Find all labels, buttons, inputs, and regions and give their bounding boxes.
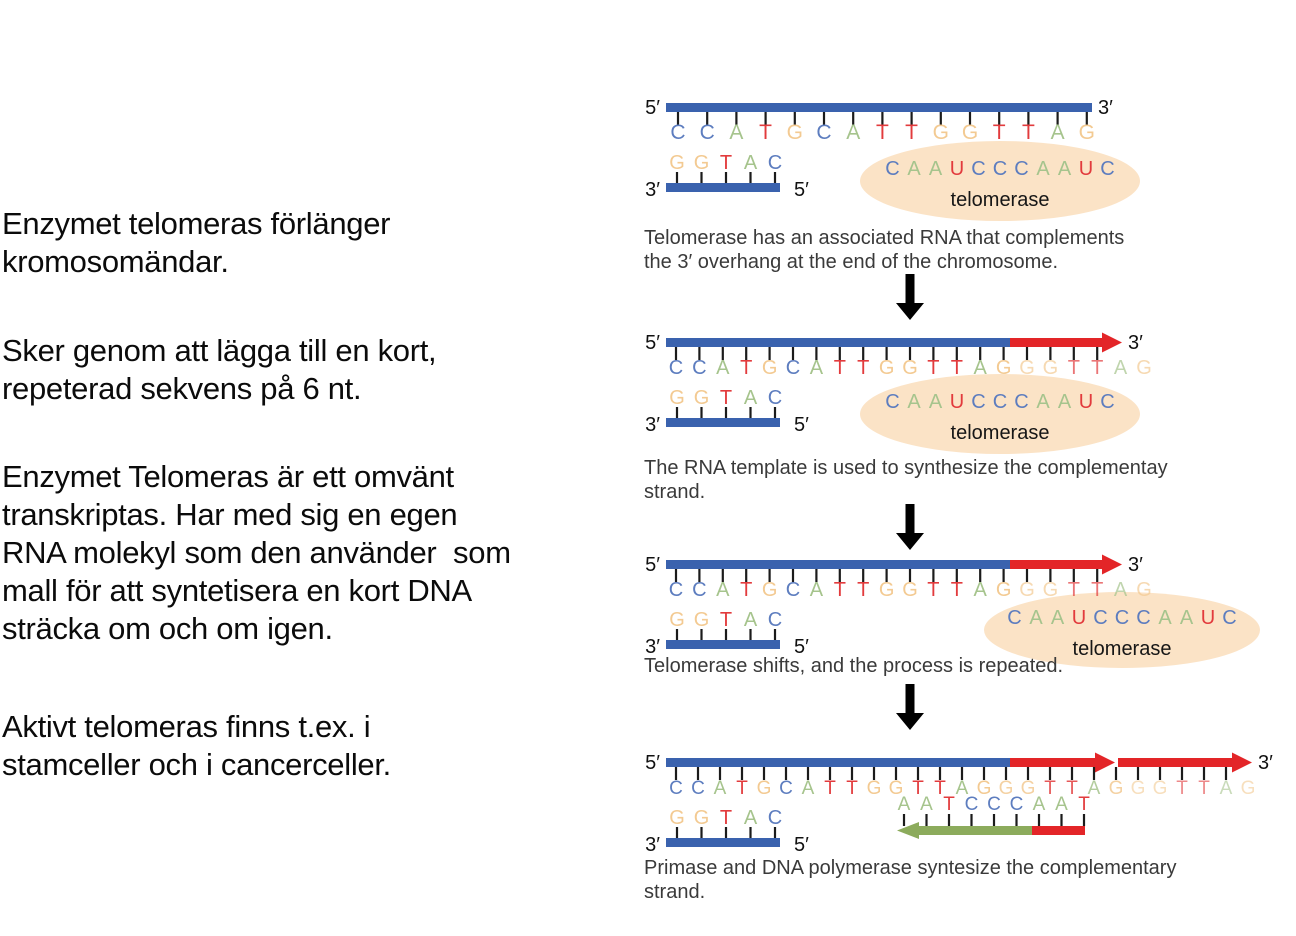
- telomerase-label: telomerase: [950, 189, 1050, 211]
- dna-base-letter: A: [743, 387, 758, 409]
- dna-base-letter: G: [961, 121, 979, 144]
- dna-base-letter: G: [1042, 357, 1059, 379]
- five-prime-label: 5′: [645, 97, 660, 119]
- telomerase-label: telomerase: [950, 422, 1050, 444]
- dna-base-letter: A: [713, 778, 727, 799]
- dna-base-letter: C: [767, 609, 783, 631]
- dna-base-letter: T: [1198, 778, 1210, 799]
- dna-base-letter: T: [1091, 357, 1104, 379]
- new-strand-red-arrow: [1010, 758, 1095, 767]
- five-prime-label: 5′: [645, 752, 660, 774]
- dna-base-letter: G: [878, 579, 895, 601]
- rna-base-letter: A: [1158, 607, 1172, 629]
- dna-base-letter: T: [1078, 794, 1090, 815]
- rna-base-letter: A: [1036, 158, 1050, 180]
- five-prime-label: 5′: [645, 554, 660, 576]
- dna-base-letter: G: [693, 152, 710, 174]
- text-line: sträcka om och om igen.: [2, 611, 333, 646]
- dna-base-letter: G: [693, 387, 710, 409]
- rna-base-letter: U: [1078, 158, 1094, 180]
- dna-base-letter: C: [670, 121, 686, 144]
- dna-base-letter: T: [927, 357, 940, 379]
- text-line: stamceller och i cancerceller.: [2, 747, 391, 782]
- text-line: Enzymet telomeras förlänger: [2, 206, 391, 241]
- three-prime-label: 3′: [645, 834, 660, 856]
- dna-base-letter: G: [786, 121, 803, 144]
- rna-base-letter: C: [1100, 158, 1115, 180]
- dna-base-letter: G: [932, 121, 949, 144]
- dna-base-letter: A: [801, 778, 815, 799]
- dna-base-letter: A: [1055, 794, 1068, 815]
- step-caption: The RNA template is used to synthesize the complementay: [644, 457, 1168, 479]
- dna-base-letter: G: [995, 579, 1012, 601]
- dna-base-letter: G: [1019, 357, 1035, 379]
- rna-base-letter: C: [885, 158, 900, 180]
- step-caption: strand.: [644, 881, 706, 903]
- dna-base-letter: G: [1078, 121, 1095, 144]
- rna-base-letter: C: [1007, 607, 1022, 629]
- dna-base-letter: C: [692, 579, 707, 601]
- five-prime-label: 5′: [645, 332, 660, 354]
- dna-base-letter: G: [1019, 579, 1035, 601]
- dna-base-letter: C: [779, 778, 793, 799]
- dna-base-letter: T: [1067, 579, 1080, 601]
- dna-base-letter: C: [692, 357, 707, 379]
- dna-base-letter: T: [1067, 357, 1080, 379]
- dna-base-letter: A: [955, 778, 969, 799]
- dna-base-letter: A: [1087, 778, 1101, 799]
- dna-base-letter: T: [857, 579, 870, 601]
- rna-base-letter: C: [1222, 607, 1237, 629]
- dna-base-letter: A: [1032, 794, 1046, 815]
- rna-base-letter: A: [928, 391, 943, 413]
- five-prime-label: 5′: [794, 414, 809, 436]
- rna-base-letter: A: [928, 158, 943, 180]
- rna-base-letter: C: [1114, 607, 1130, 629]
- dna-base-letter: T: [736, 778, 748, 799]
- three-prime-label: 3′: [1258, 752, 1273, 774]
- dna-base-letter: T: [759, 121, 773, 144]
- new-strand-red-arrow: [1010, 338, 1102, 347]
- red-arrowhead-icon: [1102, 555, 1122, 575]
- dna-base-letter: A: [973, 579, 987, 601]
- dna-base-letter: T: [740, 357, 753, 379]
- down-arrow-icon: [896, 684, 924, 730]
- rna-base-letter: C: [885, 391, 900, 413]
- three-prime-label: 3′: [645, 179, 660, 201]
- text-line: kromosomändar.: [2, 244, 229, 279]
- dna-base-letter: G: [995, 357, 1012, 379]
- dna-base-letter: T: [719, 387, 733, 409]
- dna-base-letter: T: [992, 121, 1006, 144]
- dna-base-letter: G: [693, 807, 710, 829]
- dna-base-letter: T: [1091, 579, 1104, 601]
- parent-strand-bar: [666, 560, 1010, 569]
- rna-base-letter: A: [1179, 607, 1194, 629]
- dna-base-letter: C: [785, 579, 801, 601]
- complementary-strand-bar: [666, 838, 780, 847]
- text-line: Enzymet Telomeras är ett omvänt: [2, 459, 454, 494]
- dna-base-letter: G: [1042, 579, 1059, 601]
- dna-base-letter: A: [1219, 778, 1233, 799]
- dna-base-letter: G: [761, 357, 778, 379]
- dna-base-letter: A: [716, 579, 730, 601]
- dna-base-letter: T: [1176, 778, 1188, 799]
- rna-base-letter: U: [1071, 607, 1087, 629]
- dna-base-letter: C: [987, 794, 1001, 815]
- three-prime-label: 3′: [645, 636, 660, 658]
- five-prime-label: 5′: [794, 636, 809, 658]
- rna-base-letter: C: [1100, 391, 1115, 413]
- dna-base-letter: T: [719, 807, 733, 829]
- step-caption: strand.: [644, 481, 706, 503]
- dna-base-letter: G: [866, 778, 882, 799]
- rna-base-letter: C: [971, 158, 986, 180]
- dna-base-letter: C: [767, 807, 783, 829]
- new-strand-red-arrow: [1118, 758, 1232, 767]
- dna-base-letter: T: [1044, 778, 1056, 799]
- green-arrowhead-icon: [897, 822, 919, 839]
- dna-base-letter: T: [833, 579, 846, 601]
- telomerase-label: telomerase: [1072, 638, 1172, 660]
- dna-base-letter: A: [846, 121, 861, 144]
- dna-base-letter: T: [824, 778, 836, 799]
- dna-base-letter: C: [668, 579, 684, 601]
- rna-base-letter: A: [1050, 607, 1065, 629]
- dna-base-letter: C: [668, 357, 684, 379]
- rna-base-letter: A: [1036, 391, 1050, 413]
- rna-base-letter: C: [971, 391, 986, 413]
- dna-base-letter: A: [729, 121, 744, 144]
- dna-base-letter: G: [878, 357, 895, 379]
- rna-base-letter: A: [1029, 607, 1043, 629]
- dna-base-letter: T: [927, 579, 940, 601]
- dna-base-letter: C: [816, 121, 832, 144]
- rna-base-letter: C: [992, 391, 1008, 413]
- text-line: RNA molekyl som den använder som: [2, 535, 511, 570]
- step-caption: Telomerase shifts, and the process is repeated.: [644, 655, 1064, 677]
- dna-base-letter: G: [888, 778, 904, 799]
- complementary-strand-bar: [666, 640, 780, 649]
- dna-base-letter: T: [912, 778, 924, 799]
- dna-base-letter: C: [767, 152, 783, 174]
- dna-base-letter: G: [902, 357, 918, 379]
- dna-base-letter: G: [693, 609, 710, 631]
- dna-base-letter: G: [669, 387, 685, 409]
- complementary-strand-bar: [666, 183, 780, 192]
- rna-base-letter: A: [907, 158, 921, 180]
- dna-base-letter: T: [846, 778, 858, 799]
- text-line: Aktivt telomeras finns t.ex. i: [2, 709, 371, 744]
- three-prime-label: 3′: [1098, 97, 1113, 119]
- red-arrowhead-icon: [1095, 753, 1115, 773]
- dna-base-letter: T: [740, 579, 753, 601]
- dna-base-letter: G: [756, 778, 772, 799]
- step-caption: Primase and DNA polymerase syntesize the complementary: [644, 857, 1177, 879]
- dna-base-letter: G: [1020, 778, 1036, 799]
- down-arrow-icon: [896, 274, 924, 320]
- dna-base-letter: T: [943, 794, 955, 815]
- three-prime-label: 3′: [645, 414, 660, 436]
- rna-base-letter: C: [992, 158, 1008, 180]
- rna-base-letter: U: [1200, 607, 1216, 629]
- dna-base-letter: C: [785, 357, 801, 379]
- text-line: repeterad sekvens på 6 nt.: [2, 371, 362, 406]
- rna-base-letter: U: [949, 158, 965, 180]
- parent-strand-bar: [666, 758, 1010, 767]
- rna-base-letter: U: [949, 391, 965, 413]
- dna-base-letter: T: [1021, 121, 1035, 144]
- dna-base-letter: A: [1113, 357, 1128, 379]
- dna-base-letter: T: [950, 579, 963, 601]
- dna-base-letter: A: [716, 357, 730, 379]
- rna-base-letter: A: [1057, 391, 1072, 413]
- text-line: mall för att syntetisera en kort DNA: [2, 573, 472, 608]
- dna-base-letter: T: [857, 357, 870, 379]
- dna-base-letter: A: [973, 357, 987, 379]
- dna-base-letter: C: [1009, 794, 1024, 815]
- dna-base-letter: T: [833, 357, 846, 379]
- red-arrowhead-icon: [1102, 333, 1122, 353]
- three-prime-label: 3′: [1128, 332, 1143, 354]
- three-prime-label: 3′: [1128, 554, 1143, 576]
- rna-primer-bar: [1032, 826, 1085, 835]
- dna-base-letter: A: [1113, 579, 1128, 601]
- dna-base-letter: T: [905, 121, 919, 144]
- text-line: transkriptas. Har med sig en egen: [2, 497, 458, 532]
- dna-base-letter: G: [902, 579, 918, 601]
- red-arrowhead-icon: [1232, 753, 1252, 773]
- five-prime-label: 5′: [794, 179, 809, 201]
- dna-base-letter: G: [761, 579, 778, 601]
- dna-base-letter: C: [964, 794, 979, 815]
- dna-base-letter: G: [1240, 778, 1256, 799]
- parent-strand-bar: [666, 338, 1010, 347]
- dna-base-letter: G: [976, 778, 992, 799]
- down-arrow-icon: [896, 504, 924, 550]
- new-complementary-strand-bar: [919, 826, 1032, 835]
- parent-strand-bar: [666, 103, 1092, 112]
- dna-base-letter: T: [1066, 778, 1078, 799]
- dna-base-letter: C: [691, 778, 705, 799]
- dna-base-letter: T: [719, 609, 733, 631]
- dna-base-letter: G: [1152, 778, 1168, 799]
- dna-base-letter: C: [699, 121, 715, 144]
- five-prime-label: 5′: [794, 834, 809, 856]
- dna-base-letter: G: [998, 778, 1014, 799]
- dna-base-letter: T: [934, 778, 946, 799]
- dna-base-letter: G: [669, 152, 685, 174]
- dna-base-letter: G: [1108, 778, 1124, 799]
- text-line: Sker genom att lägga till en kort,: [2, 333, 437, 368]
- step-caption: the 3′ overhang at the end of the chromosome.: [644, 251, 1059, 273]
- rna-base-letter: C: [1014, 391, 1029, 413]
- dna-base-letter: G: [1130, 778, 1146, 799]
- rna-base-letter: A: [1057, 158, 1072, 180]
- dna-base-letter: G: [669, 807, 685, 829]
- dna-base-letter: A: [743, 609, 758, 631]
- new-strand-red-arrow: [1010, 560, 1102, 569]
- rna-base-letter: U: [1078, 391, 1094, 413]
- rna-base-letter: C: [1014, 158, 1029, 180]
- dna-base-letter: G: [1136, 357, 1152, 379]
- rna-base-letter: A: [907, 391, 921, 413]
- dna-base-letter: A: [743, 807, 758, 829]
- rna-base-letter: C: [1093, 607, 1108, 629]
- dna-base-letter: A: [809, 579, 824, 601]
- dna-base-letter: C: [669, 778, 683, 799]
- dna-base-letter: A: [920, 794, 933, 815]
- dna-base-letter: T: [875, 121, 889, 144]
- dna-base-letter: A: [809, 357, 824, 379]
- complementary-strand-bar: [666, 418, 780, 427]
- dna-base-letter: T: [950, 357, 963, 379]
- dna-base-letter: A: [897, 794, 911, 815]
- dna-base-letter: A: [1050, 121, 1065, 144]
- step-caption: Telomerase has an associated RNA that complements: [644, 227, 1125, 249]
- dna-base-letter: G: [1136, 579, 1152, 601]
- rna-base-letter: C: [1136, 607, 1151, 629]
- dna-base-letter: T: [719, 152, 733, 174]
- dna-base-letter: G: [669, 609, 685, 631]
- dna-base-letter: C: [767, 387, 783, 409]
- dna-base-letter: A: [743, 152, 758, 174]
